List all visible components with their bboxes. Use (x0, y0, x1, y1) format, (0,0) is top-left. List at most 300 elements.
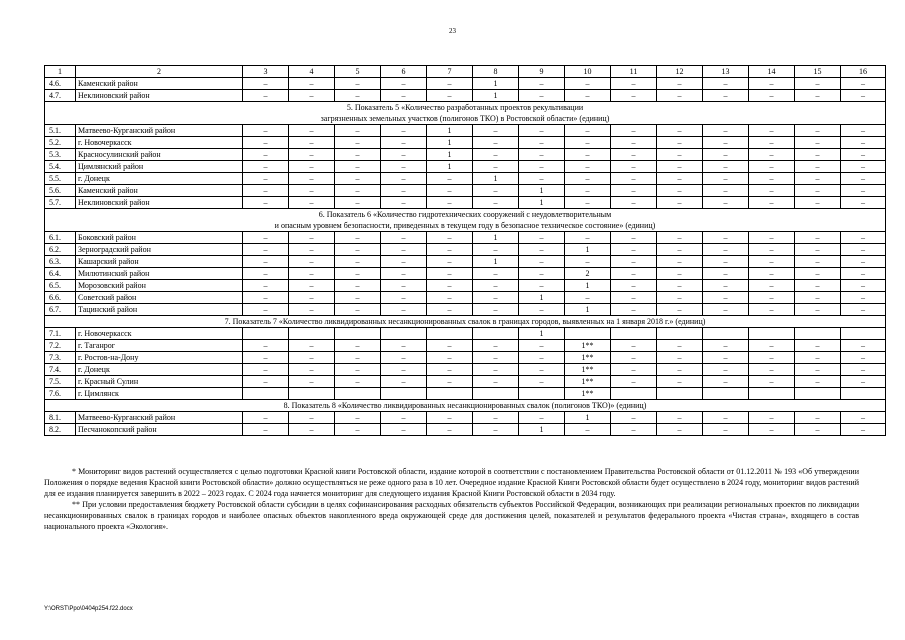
year-value-cell: – (565, 161, 611, 173)
year-value-cell: – (749, 412, 795, 424)
year-value-cell (703, 328, 749, 340)
year-value-cell: – (427, 268, 473, 280)
year-value-cell: – (243, 340, 289, 352)
year-value-cell: – (565, 78, 611, 90)
year-value-cell: – (841, 412, 886, 424)
year-value-cell: – (381, 412, 427, 424)
year-value-cell: – (381, 280, 427, 292)
table-row (45, 424, 886, 436)
year-value-cell (289, 388, 335, 400)
year-value-cell: – (335, 280, 381, 292)
year-value-cell: – (289, 256, 335, 268)
year-value-cell: – (795, 340, 841, 352)
year-value-cell: – (243, 376, 289, 388)
district-name: г. Новочеркасск (76, 137, 243, 149)
year-value-cell: – (289, 412, 335, 424)
year-value-cell (519, 388, 565, 400)
year-value-cell: – (703, 376, 749, 388)
table-row (45, 149, 886, 161)
year-value-cell: – (473, 412, 519, 424)
year-value-cell: – (335, 197, 381, 209)
year-value-cell: – (473, 424, 519, 436)
year-value-cell: – (749, 244, 795, 256)
year-value-cell: – (473, 197, 519, 209)
year-value-cell: – (841, 149, 886, 161)
year-value-cell: – (335, 173, 381, 185)
year-value-cell: – (565, 197, 611, 209)
table-row (45, 173, 886, 185)
year-value-cell: 1 (427, 161, 473, 173)
year-value-cell (703, 388, 749, 400)
footnotes (44, 466, 859, 532)
year-value-cell: – (289, 90, 335, 102)
year-value-cell: – (335, 376, 381, 388)
year-value-cell: 1 (519, 197, 565, 209)
year-value-cell: – (427, 352, 473, 364)
year-value-cell (289, 328, 335, 340)
year-value-cell: – (519, 244, 565, 256)
year-value-cell: – (657, 340, 703, 352)
year-value-cell: – (657, 125, 703, 137)
year-value-cell: – (703, 232, 749, 244)
year-value-cell: – (473, 125, 519, 137)
year-value-cell: – (841, 173, 886, 185)
column-number-header: 2 (76, 66, 243, 78)
column-number-header: 3 (243, 66, 289, 78)
year-value-cell: – (841, 256, 886, 268)
year-value-cell: – (657, 376, 703, 388)
year-value-cell: – (519, 340, 565, 352)
table-row (45, 340, 886, 352)
year-value-cell: – (243, 292, 289, 304)
year-value-cell: – (795, 149, 841, 161)
year-value-cell: – (289, 125, 335, 137)
year-value-cell: – (703, 244, 749, 256)
year-value-cell: – (795, 173, 841, 185)
section-heading (45, 316, 886, 328)
column-number-header: 9 (519, 66, 565, 78)
district-name: Матвеево-Курганский район (76, 125, 243, 137)
year-value-cell: – (289, 149, 335, 161)
year-value-cell: – (289, 280, 335, 292)
row-number: 7.4. (45, 364, 76, 376)
year-value-cell: – (657, 149, 703, 161)
section-heading-line: 5. Показатель 5 «Количество разработанных проектов рекультивации (346, 103, 584, 112)
year-value-cell: – (427, 78, 473, 90)
year-value-cell: – (703, 90, 749, 102)
table-row (45, 137, 886, 149)
row-number: 6.6. (45, 292, 76, 304)
section-heading-line: 6. Показатель 6 «Количество гидротехнических сооружений с неудовлетворительным (318, 210, 612, 219)
year-value-cell: – (473, 268, 519, 280)
year-value-cell: – (243, 232, 289, 244)
column-number-header: 4 (289, 66, 335, 78)
year-value-cell: – (289, 376, 335, 388)
year-value-cell: – (381, 304, 427, 316)
year-value-cell: – (611, 137, 657, 149)
section-heading (45, 209, 886, 232)
year-value-cell: – (243, 173, 289, 185)
year-value-cell: – (749, 424, 795, 436)
year-value-cell: – (519, 304, 565, 316)
row-number: 8.1. (45, 412, 76, 424)
year-value-cell: – (381, 197, 427, 209)
row-number: 6.1. (45, 232, 76, 244)
year-value-cell: – (519, 149, 565, 161)
year-value-cell: – (703, 137, 749, 149)
year-value-cell: – (749, 90, 795, 102)
year-value-cell: – (519, 137, 565, 149)
district-name: г. Донецк (76, 173, 243, 185)
column-number-header: 7 (427, 66, 473, 78)
year-value-cell: – (703, 185, 749, 197)
year-value-cell: – (565, 137, 611, 149)
row-number: 6.4. (45, 268, 76, 280)
year-value-cell: – (749, 185, 795, 197)
table-row (45, 185, 886, 197)
year-value-cell: – (519, 161, 565, 173)
year-value-cell: 1 (519, 185, 565, 197)
year-value-cell: 1** (565, 352, 611, 364)
year-value-cell: – (473, 340, 519, 352)
year-value-cell: – (795, 185, 841, 197)
section-heading-line: загрязненных земельных участков (полигонов ТКО) в Ростовской области» (единиц) (320, 114, 610, 123)
year-value-cell: – (243, 161, 289, 173)
year-value-cell: – (427, 90, 473, 102)
district-name: Неклиновский район (76, 197, 243, 209)
year-value-cell: 1** (565, 376, 611, 388)
year-value-cell: – (243, 412, 289, 424)
year-value-cell: – (335, 256, 381, 268)
column-number-header: 11 (611, 66, 657, 78)
year-value-cell: – (565, 173, 611, 185)
year-value-cell (657, 328, 703, 340)
year-value-cell: – (795, 364, 841, 376)
year-value-cell: – (841, 78, 886, 90)
year-value-cell: – (611, 256, 657, 268)
year-value-cell: – (289, 197, 335, 209)
section-heading-row (45, 102, 886, 125)
year-value-cell: – (381, 149, 427, 161)
table-header-row (45, 66, 886, 78)
year-value-cell: – (243, 280, 289, 292)
table-row (45, 90, 886, 102)
year-value-cell: – (335, 424, 381, 436)
year-value-cell: 1 (473, 256, 519, 268)
year-value-cell: – (611, 197, 657, 209)
district-name: г. Таганрог (76, 340, 243, 352)
year-value-cell: – (243, 137, 289, 149)
year-value-cell: – (519, 90, 565, 102)
year-value-cell: – (335, 364, 381, 376)
year-value-cell: – (841, 280, 886, 292)
year-value-cell: – (243, 90, 289, 102)
year-value-cell: – (243, 149, 289, 161)
year-value-cell: – (703, 149, 749, 161)
year-value-cell: – (611, 268, 657, 280)
section-heading-line: 7. Показатель 7 «Количество ликвидированных несанкционированных свалок в границах городов, выявленных на 1 января 2018 г.» (единиц) (224, 317, 706, 326)
district-name: г. Новочеркасск (76, 328, 243, 340)
year-value-cell: – (841, 424, 886, 436)
year-value-cell: – (749, 125, 795, 137)
year-value-cell: – (565, 292, 611, 304)
year-value-cell: 1** (565, 388, 611, 400)
year-value-cell: – (841, 352, 886, 364)
row-number: 7.3. (45, 352, 76, 364)
year-value-cell: – (519, 173, 565, 185)
column-number-header: 8 (473, 66, 519, 78)
table-row (45, 78, 886, 90)
row-number: 8.2. (45, 424, 76, 436)
year-value-cell: 1** (565, 340, 611, 352)
year-value-cell: – (335, 90, 381, 102)
year-value-cell: – (795, 304, 841, 316)
year-value-cell: – (381, 340, 427, 352)
year-value-cell: – (381, 173, 427, 185)
year-value-cell: – (335, 268, 381, 280)
row-number: 7.6. (45, 388, 76, 400)
year-value-cell: – (381, 376, 427, 388)
year-value-cell: – (243, 125, 289, 137)
year-value-cell: – (473, 292, 519, 304)
year-value-cell: – (749, 78, 795, 90)
district-name: Песчанокопский район (76, 424, 243, 436)
year-value-cell: 2 (565, 268, 611, 280)
year-value-cell: – (335, 292, 381, 304)
year-value-cell: – (657, 78, 703, 90)
year-value-cell (427, 388, 473, 400)
year-value-cell: 1 (519, 328, 565, 340)
year-value-cell: – (703, 78, 749, 90)
table-row (45, 292, 886, 304)
year-value-cell: – (703, 412, 749, 424)
year-value-cell: – (657, 424, 703, 436)
year-value-cell: 1 (565, 304, 611, 316)
year-value-cell: – (381, 161, 427, 173)
year-value-cell (335, 388, 381, 400)
year-value-cell: 1 (565, 244, 611, 256)
section-heading-line: и опасным уровнем безопасности, приведенных в текущем году в безопасное техническое состояние» (единиц) (274, 221, 656, 230)
year-value-cell: – (473, 149, 519, 161)
year-value-cell: – (841, 90, 886, 102)
year-value-cell: – (657, 364, 703, 376)
year-value-cell: – (335, 244, 381, 256)
year-value-cell: 1 (427, 137, 473, 149)
year-value-cell: – (289, 232, 335, 244)
year-value-cell: – (611, 185, 657, 197)
year-value-cell: – (657, 412, 703, 424)
year-value-cell: – (519, 280, 565, 292)
district-name: г. Донецк (76, 364, 243, 376)
table-row (45, 352, 886, 364)
table-row (45, 280, 886, 292)
year-value-cell: – (611, 364, 657, 376)
year-value-cell: – (519, 268, 565, 280)
year-value-cell: 1 (473, 173, 519, 185)
year-value-cell: 1 (565, 280, 611, 292)
year-value-cell: – (243, 185, 289, 197)
year-value-cell: – (427, 424, 473, 436)
year-value-cell: – (703, 304, 749, 316)
year-value-cell (841, 328, 886, 340)
table-row (45, 244, 886, 256)
year-value-cell: – (427, 292, 473, 304)
column-number-header: 15 (795, 66, 841, 78)
year-value-cell: – (335, 340, 381, 352)
year-value-cell: – (381, 364, 427, 376)
year-value-cell: – (427, 280, 473, 292)
year-value-cell: 1 (565, 412, 611, 424)
year-value-cell: – (841, 364, 886, 376)
year-value-cell: – (243, 424, 289, 436)
row-number: 6.3. (45, 256, 76, 268)
year-value-cell: – (749, 149, 795, 161)
year-value-cell (795, 388, 841, 400)
year-value-cell: – (841, 268, 886, 280)
year-value-cell (611, 388, 657, 400)
year-value-cell: – (427, 197, 473, 209)
year-value-cell: – (611, 173, 657, 185)
table-row (45, 161, 886, 173)
year-value-cell: – (841, 376, 886, 388)
year-value-cell: – (703, 197, 749, 209)
year-value-cell: – (427, 244, 473, 256)
year-value-cell: – (749, 161, 795, 173)
year-value-cell: – (795, 232, 841, 244)
row-number: 7.1. (45, 328, 76, 340)
row-number: 5.3. (45, 149, 76, 161)
year-value-cell: – (335, 149, 381, 161)
year-value-cell: – (841, 125, 886, 137)
year-value-cell: – (243, 352, 289, 364)
year-value-cell: – (841, 340, 886, 352)
page-number: 23 (449, 27, 456, 35)
year-value-cell: – (841, 161, 886, 173)
year-value-cell: – (657, 268, 703, 280)
district-name: Зерноградский район (76, 244, 243, 256)
section-heading (45, 400, 886, 412)
year-value-cell: – (611, 376, 657, 388)
year-value-cell: – (335, 185, 381, 197)
year-value-cell: – (473, 364, 519, 376)
column-number-header: 14 (749, 66, 795, 78)
district-name: Цимлянский район (76, 161, 243, 173)
district-name: Кашарский район (76, 256, 243, 268)
year-value-cell: 1 (519, 424, 565, 436)
row-number: 7.2. (45, 340, 76, 352)
year-value-cell: 1 (473, 90, 519, 102)
year-value-cell: – (749, 364, 795, 376)
table-row (45, 328, 886, 340)
year-value-cell: – (611, 340, 657, 352)
year-value-cell: – (611, 292, 657, 304)
year-value-cell: – (289, 340, 335, 352)
year-value-cell: 1 (473, 78, 519, 90)
year-value-cell: – (243, 244, 289, 256)
column-number-header: 6 (381, 66, 427, 78)
year-value-cell: – (289, 244, 335, 256)
year-value-cell: – (519, 376, 565, 388)
district-name: Морозовский район (76, 280, 243, 292)
year-value-cell: – (657, 292, 703, 304)
year-value-cell: – (841, 244, 886, 256)
row-number: 5.7. (45, 197, 76, 209)
footnote-1: * Мониторинг видов растений осуществляется с целью подготовки Красной книги Ростовской области, издание которой в соответствии с постановлением Правительства Ростовской области от 01.12.2011 № 193 «Об утверждении Положения о порядке ведения Красной книги Ростовской области» должно осуществляться не реже одного раза в 10 лет. Очередное издание Красной Книги Ростовской области будет осуществлено в 2024 году, мониторинг видов растений для ее издания планируется завершить в 2022 – 2023 годах. С 2024 года начнется мониторинг для следующего издания Красной Книги Ростовской области в 2034 году. (44, 467, 859, 498)
year-value-cell: – (657, 304, 703, 316)
year-value-cell (381, 328, 427, 340)
year-value-cell: – (703, 268, 749, 280)
year-value-cell: – (749, 352, 795, 364)
year-value-cell: – (335, 352, 381, 364)
year-value-cell: – (795, 78, 841, 90)
section-heading (45, 102, 886, 125)
year-value-cell: – (335, 78, 381, 90)
district-name: Тацинский район (76, 304, 243, 316)
year-value-cell: – (795, 280, 841, 292)
year-value-cell: – (381, 244, 427, 256)
year-value-cell: 1 (427, 149, 473, 161)
year-value-cell: – (703, 125, 749, 137)
year-value-cell: – (841, 197, 886, 209)
year-value-cell (841, 388, 886, 400)
year-value-cell: – (243, 364, 289, 376)
year-value-cell: – (795, 292, 841, 304)
year-value-cell: – (427, 256, 473, 268)
district-name: Неклиновский район (76, 90, 243, 102)
year-value-cell: – (427, 376, 473, 388)
row-number: 4.7. (45, 90, 76, 102)
table-row (45, 364, 886, 376)
section-heading-row (45, 400, 886, 412)
year-value-cell: – (381, 137, 427, 149)
year-value-cell: – (427, 412, 473, 424)
year-value-cell: – (381, 292, 427, 304)
year-value-cell: – (427, 304, 473, 316)
year-value-cell: – (565, 90, 611, 102)
year-value-cell: – (749, 268, 795, 280)
year-value-cell: – (519, 352, 565, 364)
year-value-cell (243, 328, 289, 340)
year-value-cell: – (335, 161, 381, 173)
year-value-cell: – (289, 268, 335, 280)
year-value-cell: – (473, 304, 519, 316)
district-name: Каменский район (76, 78, 243, 90)
year-value-cell: – (427, 185, 473, 197)
year-value-cell: – (749, 340, 795, 352)
year-value-cell: – (335, 304, 381, 316)
year-value-cell: – (381, 268, 427, 280)
year-value-cell: – (749, 256, 795, 268)
year-value-cell: – (243, 78, 289, 90)
year-value-cell: – (243, 197, 289, 209)
year-value-cell: – (289, 173, 335, 185)
year-value-cell: – (611, 90, 657, 102)
section-heading-row (45, 209, 886, 232)
table-row (45, 388, 886, 400)
table-row (45, 412, 886, 424)
district-name: Советский район (76, 292, 243, 304)
year-value-cell: – (795, 161, 841, 173)
district-name: Каменский район (76, 185, 243, 197)
year-value-cell: – (289, 292, 335, 304)
year-value-cell: – (519, 78, 565, 90)
district-name: г. Красный Сулин (76, 376, 243, 388)
row-number: 5.5. (45, 173, 76, 185)
year-value-cell: – (703, 256, 749, 268)
year-value-cell: – (657, 197, 703, 209)
year-value-cell (749, 388, 795, 400)
section-heading-line: 8. Показатель 8 «Количество ликвидированных несанкционированных свалок (полигонов ТКО)» (единиц) (283, 401, 647, 410)
